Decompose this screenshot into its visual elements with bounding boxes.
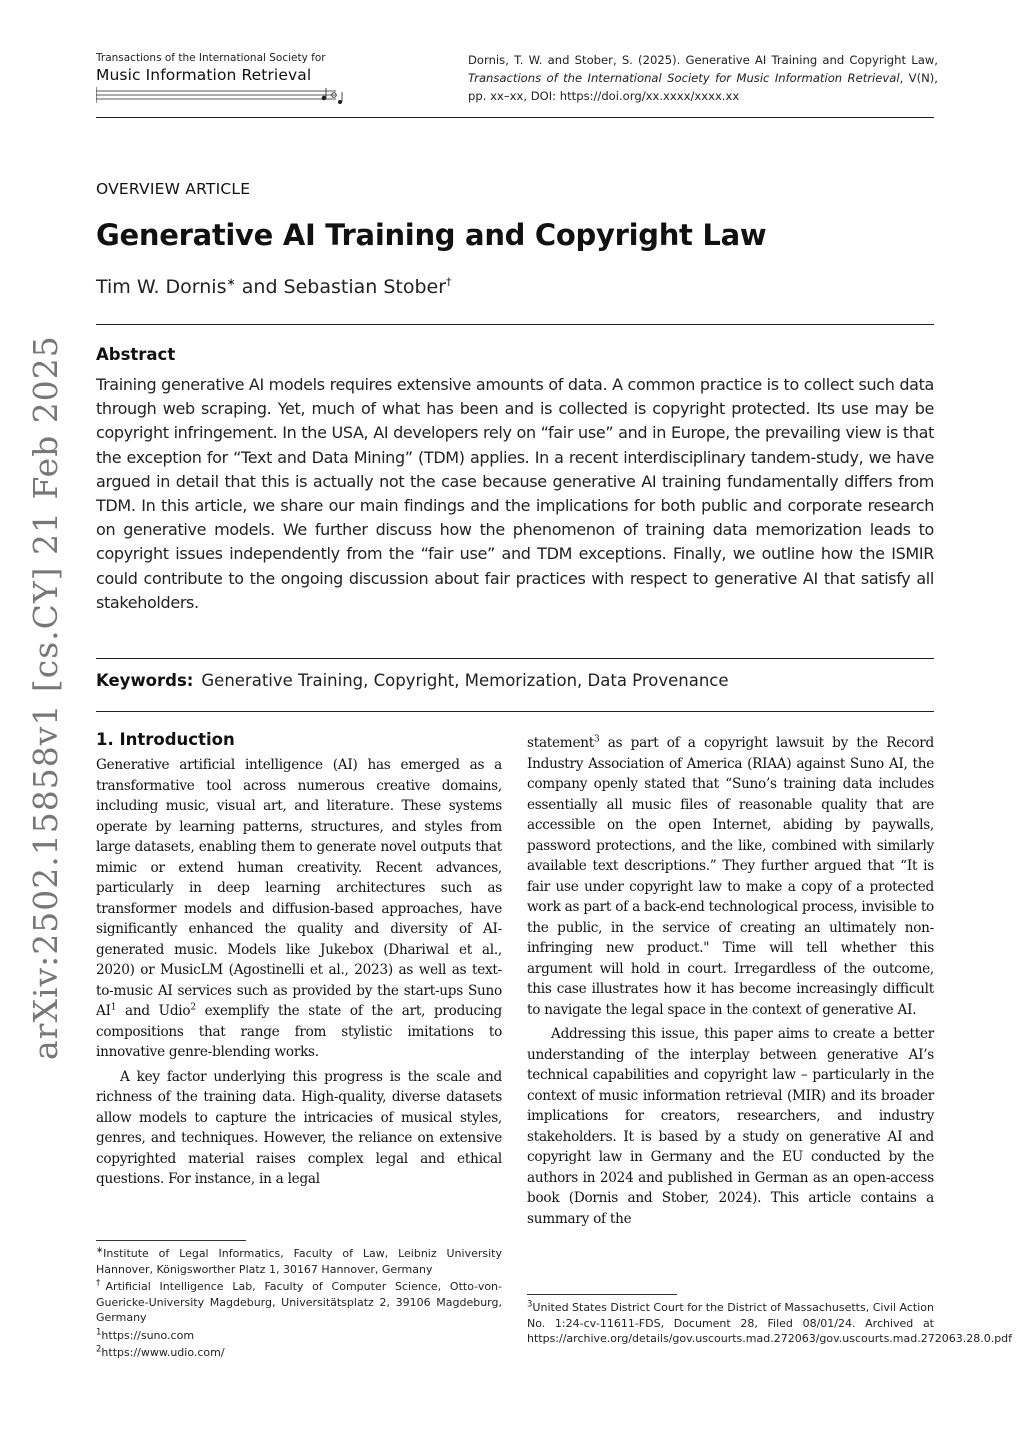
footnote-2-link[interactable]: https://www.udio.com/	[101, 1346, 225, 1359]
keywords-values: Generative Training, Copyright, Memorization, Data Provenance	[201, 671, 729, 690]
author-2: and Sebastian Stober	[235, 276, 447, 298]
footnote-2: $^2$https://www.udio.com/	[96, 1344, 225, 1359]
footnote-ref-2[interactable]: 2	[190, 1002, 196, 1013]
abstract-text: Training generative AI models requires extensive amounts of data. A common practice is to collect such data through web scraping. Yet, much of what has been and is collected is copyright protected. Its use may be copyright infringement. In the USA, AI developers rely on “fair use” and in Europe, the prevailing view is that the exception for “Text and Data Mining” (TDM) applies. In a recent interdisciplinary tandem-study, we have argued in detail that this is actually not the case because generative AI training fundamentally differs from TDM. In this article, we share our main findings and the implications for both public and corporate research on generative models. We further discuss how the phenomenon of training data memorization leads to copyright issues independently from the “fair use” and TDM exceptions. Finally, we outline how the ISMIR could contribute to the ongoing discussion about fair practices with respect to generative AI that satisfy all stakeholders.	[96, 375, 934, 612]
journal-name-line2: Music Information Retrieval	[96, 66, 312, 84]
footnote-affiliation-1: ∗Institute of Legal Informatics, Faculty of Law, Leibniz University Hannover, Königsworther Platz 1, 30167 Hannover, Germany	[96, 1245, 502, 1276]
intro-paragraph-2: A key factor underlying this progress is the scale and richness of the training data. High-quality, diverse datasets allow models to capture the intricacies of musical styles, genres, and techniques. However, the reliance on extensive copyrighted material raises complex legal and ethical questions. For instance, in a legal	[96, 1068, 502, 1187]
citation-block	[468, 51, 938, 105]
journal-name-line1: Transactions of the International Society for	[96, 52, 326, 64]
abstract-rule	[96, 658, 934, 659]
keywords	[96, 671, 729, 690]
keywords-rule	[96, 711, 934, 712]
footnote-1: $^1$https://suno.com	[96, 1326, 195, 1342]
paper-title: Generative AI Training and Copyright Law	[96, 218, 767, 252]
footnotes-right	[527, 1299, 1013, 1349]
article-type: OVERVIEW ARTICLE	[96, 180, 251, 198]
left-column	[96, 730, 502, 1190]
author-1: Tim W. Dornis	[96, 276, 227, 298]
citation-pre: Dornis, T. W. and Stober, S. (2025). Generative AI Training and Copyright Law,	[468, 53, 938, 67]
footnote-ref-1[interactable]: 1	[110, 1002, 117, 1013]
keywords-label: Keywords:	[96, 671, 194, 690]
footnote-1-link[interactable]: https://suno.com	[101, 1328, 195, 1342]
intro-paragraph-1: Generative artificial intelligence (AI) has emerged as a transformative tool across numerous creative domains, including music, visual art, and literature. These systems operate by learning patterns, structures, and styles from large datasets, enabling them to generate novel outputs that mimic or extend human creativity. Recent advances, particularly in deep learning architectures such as transformer models and diffusion-based approaches, have significantly enhanced the quality and diversity of AI-generated music. Models like Jukebox (Dhariwal et al., 2020) or MusicLM (Agostinelli et al., 2023) as well as text-to-music AI services such as provided by the start-ups Suno $AI^1$ and Udio$^2$ exemplify the state of the art, producing compositions that range from stylistic imitations to innovative genre-blending works.	[96, 757, 502, 1060]
right-column	[527, 733, 934, 1229]
header-rule	[96, 117, 934, 118]
title-rule	[96, 324, 934, 325]
intro-paragraph-4: Addressing this issue, this paper aims to create a better understanding of the interplay between generative AI’s technical capabilities and copyright law – particularly in the context of music information retrieval (MIR) and its broader implications for creators, researchers, and industry stakeholders. It is based by a study on generative AI and copyright law in Germany and the EU conducted by the authors in 2024 and published in German as an open-access book (Dornis and Stober, 2024). This article contains a summary of the	[527, 1026, 934, 1227]
footnote-rule-right	[527, 1294, 677, 1295]
footnote-rule-left	[96, 1240, 246, 1241]
author-2-mark: †	[446, 275, 452, 289]
arxiv-stamp: arXiv:2502.15858v1 [cs.CY] 21 Feb 2025	[26, 335, 65, 1060]
intro-paragraph-3: statement$^3$ as part of a copyright lawsuit by the Record Industry Association of America (RIAA) against Suno AI, the company openly stated that “Suno’s training data includes essentially all music files of reasonable quality that are accessible on the open Internet, abiding by paywalls, password protections, and the like, combined with similarly available text descriptions.” They further argued that “It is fair use under copyright law to make a copy of a protected work as part of a back-end technological process, invisible to the public, in the service of creating an ultimately non-infringing new product." Time will tell whether this argument will hold in court. Irregardless of the outcome, this case illustrates how it has become increasingly difficult to navigate the legal space in the context of generative AI.	[527, 734, 934, 1018]
citation-post: , V(N), pp. xx–xx, DOI: https://doi.org/xx.xxxx/xxxx.xx	[468, 71, 938, 103]
footnote-ref-3[interactable]: 3	[593, 734, 600, 745]
abstract-heading: Abstract	[96, 345, 176, 364]
authors	[96, 276, 452, 298]
footnote-3: $^3$United States District Court for the District of Massachusetts, Civil Action No. 1:24-cv-11611-FDS, Document 28, Filed 08/01/24. Archived at https://archive.org/details/gov.uscourts.mad.272063/gov.uscourts.mad.272063.28.0.pdf	[527, 1299, 1013, 1345]
journal-logo	[96, 52, 346, 109]
citation-journal: Transactions of the International Society for Music Information Retrieval	[468, 71, 900, 85]
footnote-affiliation-2: †Artificial Intelligence Lab, Faculty of Computer Science, Otto-von-Guericke-University Magdeburg, Universitätsplatz 2, 39106 Magdeburg, Germany	[96, 1278, 502, 1324]
section-heading-introduction: 1. Introduction	[96, 730, 235, 749]
staff-notes-ornament-icon	[96, 87, 346, 109]
author-1-mark: ∗	[226, 275, 236, 289]
footnotes-left	[96, 1246, 502, 1363]
